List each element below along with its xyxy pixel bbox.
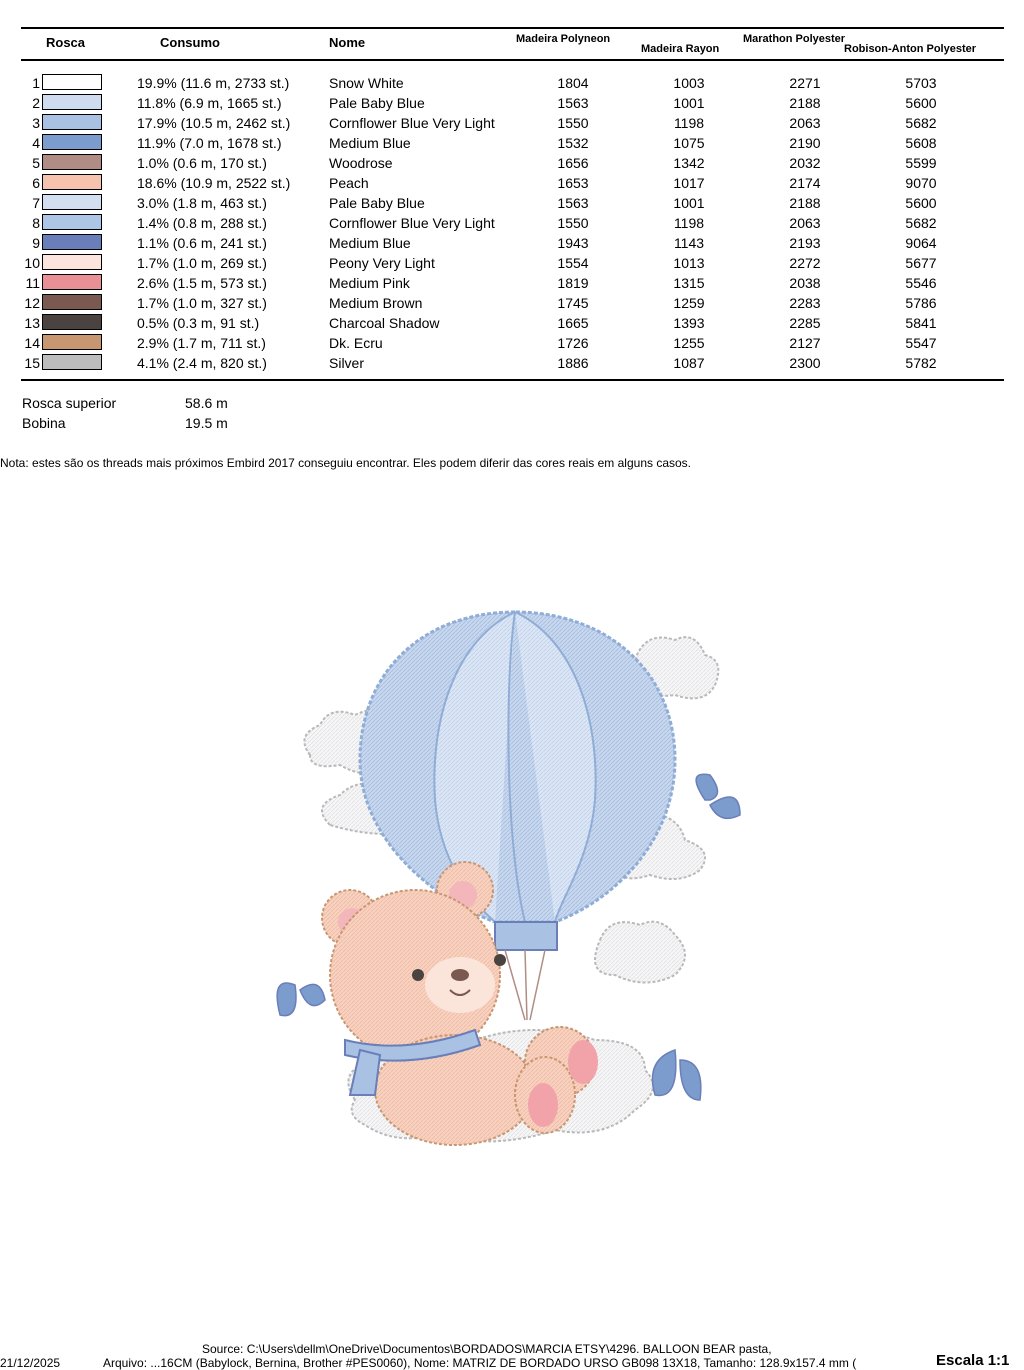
- table-top-rule: [21, 27, 1004, 29]
- thread-number: 6: [32, 175, 40, 191]
- marathon-cell: 2188: [789, 95, 821, 111]
- thread-name-cell: Dk. Ecru: [329, 335, 383, 351]
- thread-number: 3: [32, 115, 40, 131]
- thread-number: 10: [24, 255, 40, 271]
- madeira-polyneon-cell: 1656: [557, 155, 589, 171]
- marathon-cell: 2193: [789, 235, 821, 251]
- thread-name-cell: Medium Brown: [329, 295, 423, 311]
- madeira-rayon-cell: 1315: [673, 275, 705, 291]
- thread-name-cell: Silver: [329, 355, 365, 371]
- madeira-polyneon-cell: 1554: [557, 255, 589, 271]
- table-row: [0, 313, 1024, 333]
- col-header-madeira-rayon: Madeira Rayon: [641, 43, 720, 55]
- robison-anton-cell: 5600: [905, 195, 937, 211]
- table-row: [0, 173, 1024, 193]
- thread-number: 1: [32, 75, 40, 91]
- robison-anton-cell: 5682: [905, 115, 937, 131]
- marathon-cell: 2271: [789, 75, 821, 91]
- consumo-cell: 4.1% (2.4 m, 820 st.): [137, 355, 267, 371]
- marathon-cell: 2127: [789, 335, 821, 351]
- marathon-cell: 2272: [789, 255, 821, 271]
- robison-anton-cell: 9070: [905, 175, 937, 191]
- marathon-cell: 2285: [789, 315, 821, 331]
- consumo-cell: 19.9% (11.6 m, 2733 st.): [137, 75, 290, 91]
- color-swatch: [42, 114, 102, 130]
- thread-number: 15: [24, 355, 40, 371]
- table-row: [0, 153, 1024, 173]
- thread-name-cell: Pale Baby Blue: [329, 195, 425, 211]
- thread-number: 9: [32, 235, 40, 251]
- madeira-polyneon-cell: 1563: [557, 195, 589, 211]
- madeira-polyneon-cell: 1550: [557, 115, 589, 131]
- marathon-cell: 2032: [789, 155, 821, 171]
- consumo-cell: 18.6% (10.9 m, 2522 st.): [137, 175, 291, 191]
- embroidery-design-image: [255, 600, 775, 1210]
- thread-name-cell: Medium Blue: [329, 135, 411, 151]
- color-swatch: [42, 194, 102, 210]
- marathon-cell: 2300: [789, 355, 821, 371]
- consumo-cell: 11.9% (7.0 m, 1678 st.): [137, 135, 282, 151]
- madeira-rayon-cell: 1013: [673, 255, 705, 271]
- col-header-marathon: Marathon Polyester: [743, 33, 846, 45]
- madeira-rayon-cell: 1255: [673, 335, 705, 351]
- thread-number: 8: [32, 215, 40, 231]
- color-swatch: [42, 174, 102, 190]
- col-header-madeira-polyneon: Madeira Polyneon: [516, 33, 611, 45]
- table-row: [0, 93, 1024, 113]
- thread-number: 13: [24, 315, 40, 331]
- rosca-superior-label: Rosca superior: [22, 395, 117, 411]
- col-header-nome: Nome: [329, 35, 366, 50]
- thread-number: 4: [32, 135, 40, 151]
- madeira-rayon-cell: 1143: [673, 235, 705, 251]
- table-row: [0, 253, 1024, 273]
- color-swatch: [42, 274, 102, 290]
- table-bottom-rule: [21, 379, 1004, 381]
- madeira-polyneon-cell: 1563: [557, 95, 589, 111]
- consumo-cell: 2.6% (1.5 m, 573 st.): [137, 275, 267, 291]
- color-swatch: [42, 214, 102, 230]
- madeira-polyneon-cell: 1550: [557, 215, 589, 231]
- table-row: [0, 113, 1024, 133]
- thread-number: 7: [32, 195, 40, 211]
- robison-anton-cell: 5786: [905, 295, 937, 311]
- thread-name-cell: Cornflower Blue Very Light: [329, 215, 495, 231]
- madeira-rayon-cell: 1003: [673, 75, 705, 91]
- note-text: Nota: estes são os threads mais próximos Embird 2017 conseguiu encontrar. Eles podem diferir das cores reais em alguns casos.: [0, 456, 692, 470]
- thread-name-cell: Pale Baby Blue: [329, 95, 425, 111]
- footer-source: Source: C:\Users\dellm\OneDrive\Documentos\BORDADOS\MARCIA ETSY\4296. BALLOON BEAR pasta,: [202, 1342, 772, 1356]
- table-row: [0, 333, 1024, 353]
- table-row: [0, 193, 1024, 213]
- robison-anton-cell: 5599: [905, 155, 937, 171]
- robison-anton-cell: 5682: [905, 215, 937, 231]
- thread-number: 12: [24, 295, 40, 311]
- consumo-cell: 11.8% (6.9 m, 1665 st.): [137, 95, 282, 111]
- robison-anton-cell: 5677: [905, 255, 937, 271]
- color-swatch: [42, 94, 102, 110]
- consumo-cell: 1.0% (0.6 m, 170 st.): [137, 155, 267, 171]
- robison-anton-cell: 5703: [905, 75, 937, 91]
- robison-anton-cell: 5547: [905, 335, 937, 351]
- madeira-rayon-cell: 1087: [673, 355, 705, 371]
- madeira-rayon-cell: 1198: [673, 115, 705, 131]
- consumo-cell: 0.5% (0.3 m, 91 st.): [137, 315, 260, 331]
- thread-name-cell: Woodrose: [329, 155, 393, 171]
- table-row: [0, 293, 1024, 313]
- color-swatch: [42, 74, 102, 90]
- table-row: [0, 213, 1024, 233]
- table-row: [0, 73, 1024, 93]
- madeira-rayon-cell: 1393: [673, 315, 705, 331]
- marathon-cell: 2283: [789, 295, 821, 311]
- marathon-cell: 2063: [789, 215, 821, 231]
- thread-name-cell: Peach: [329, 175, 369, 191]
- madeira-rayon-cell: 1075: [673, 135, 705, 151]
- col-header-robison-anton: Robison-Anton Polyester: [844, 43, 977, 55]
- footer-date: 21/12/2025: [0, 1356, 61, 1370]
- rosca-superior-value: 58.6 m: [185, 395, 228, 411]
- col-header-rosca: Rosca: [46, 35, 86, 50]
- footer-escala: Escala 1:1: [936, 1352, 1010, 1369]
- color-swatch: [42, 294, 102, 310]
- robison-anton-cell: 5841: [905, 315, 937, 331]
- thread-name-cell: Charcoal Shadow: [329, 315, 440, 331]
- thread-number: 2: [32, 95, 40, 111]
- table-row: [0, 133, 1024, 153]
- table-row: [0, 233, 1024, 253]
- madeira-polyneon-cell: 1745: [557, 295, 589, 311]
- madeira-polyneon-cell: 1943: [557, 235, 589, 251]
- thread-number: 14: [24, 335, 40, 351]
- footer-arquivo: Arquivo: ...16CM (Babylock, Bernina, Brother #PES0060), Nome: MATRIZ DE BORDADO URSO GB098 13X18, Tamanho: 128.9x157.4 mm (: [103, 1356, 857, 1370]
- consumo-cell: 1.1% (0.6 m, 241 st.): [137, 235, 267, 251]
- madeira-polyneon-cell: 1804: [557, 75, 589, 91]
- table-header-rule: [21, 59, 1004, 61]
- madeira-polyneon-cell: 1819: [557, 275, 589, 291]
- marathon-cell: 2190: [789, 135, 821, 151]
- robison-anton-cell: 5608: [905, 135, 937, 151]
- thread-number: 5: [32, 155, 40, 171]
- bobina-value: 19.5 m: [185, 415, 228, 431]
- consumo-cell: 1.7% (1.0 m, 269 st.): [137, 255, 267, 271]
- madeira-polyneon-cell: 1653: [557, 175, 589, 191]
- thread-name-cell: Medium Blue: [329, 235, 411, 251]
- thread-number: 11: [25, 275, 40, 291]
- col-header-consumo: Consumo: [160, 35, 220, 50]
- thread-name-cell: Cornflower Blue Very Light: [329, 115, 495, 131]
- table-row: [0, 273, 1024, 293]
- thread-name-cell: Peony Very Light: [329, 255, 435, 271]
- robison-anton-cell: 5600: [905, 95, 937, 111]
- thread-name-cell: Medium Pink: [329, 275, 410, 291]
- marathon-cell: 2188: [789, 195, 821, 211]
- madeira-polyneon-cell: 1665: [557, 315, 589, 331]
- table-row: [0, 353, 1024, 373]
- color-swatch: [42, 234, 102, 250]
- consumo-cell: 2.9% (1.7 m, 711 st.): [137, 335, 266, 351]
- consumo-cell: 17.9% (10.5 m, 2462 st.): [137, 115, 291, 131]
- marathon-cell: 2038: [789, 275, 821, 291]
- madeira-rayon-cell: 1001: [673, 95, 705, 111]
- consumo-cell: 1.4% (0.8 m, 288 st.): [137, 215, 267, 231]
- color-swatch: [42, 354, 102, 370]
- color-swatch: [42, 134, 102, 150]
- consumo-cell: 3.0% (1.8 m, 463 st.): [137, 195, 267, 211]
- marathon-cell: 2174: [789, 175, 821, 191]
- madeira-rayon-cell: 1342: [673, 155, 705, 171]
- bobina-label: Bobina: [22, 415, 66, 431]
- thread-name-cell: Snow White: [329, 75, 404, 91]
- robison-anton-cell: 9064: [905, 235, 937, 251]
- color-swatch: [42, 154, 102, 170]
- madeira-polyneon-cell: 1726: [557, 335, 589, 351]
- color-swatch: [42, 314, 102, 330]
- color-swatch: [42, 254, 102, 270]
- color-swatch: [42, 334, 102, 350]
- consumo-cell: 1.7% (1.0 m, 327 st.): [137, 295, 267, 311]
- madeira-polyneon-cell: 1532: [557, 135, 589, 151]
- robison-anton-cell: 5782: [905, 355, 937, 371]
- madeira-rayon-cell: 1001: [673, 195, 705, 211]
- madeira-rayon-cell: 1198: [673, 215, 705, 231]
- madeira-rayon-cell: 1017: [673, 175, 705, 191]
- madeira-rayon-cell: 1259: [673, 295, 705, 311]
- marathon-cell: 2063: [789, 115, 821, 131]
- madeira-polyneon-cell: 1886: [557, 355, 589, 371]
- robison-anton-cell: 5546: [905, 275, 937, 291]
